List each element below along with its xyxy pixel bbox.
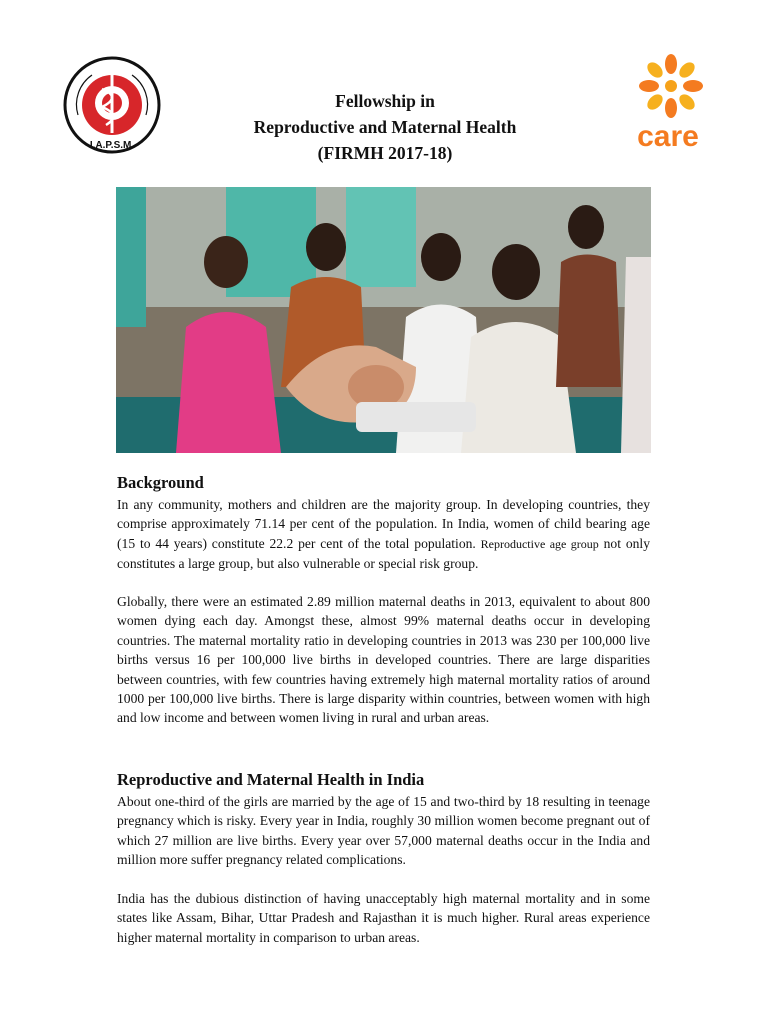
background-p1-text: In any community, mothers and children are the majority group. In developing countries, they comprise approximately 71.14 per cent of the population. In India, women of child bearing age (15 to 44 years) constitute 22.2 per cent of the total population. <box>117 497 650 551</box>
iapsm-seal-icon <box>62 55 162 155</box>
background-paragraph-1 <box>117 495 650 574</box>
training-photo-image <box>116 187 651 453</box>
background-heading: Background <box>117 473 204 492</box>
india-paragraph-1: About one-third of the girls are married by the age of 15 and two-third by 18 resulting in teenage pregnancy which is risky. Every year in India, roughly 30 million women become pregnant out of which 27 million are live births. Every year over 57,000 maternal deaths occur in the India and million more suffer pregnancy related complications. <box>117 794 650 868</box>
background-p1-end-text: not only constitutes a large group, but also vulnerable or special risk group. <box>117 535 650 572</box>
title-line-1: Fellowship in <box>335 91 435 111</box>
india-heading: Reproductive and Maternal Health in India <box>117 770 425 789</box>
background-paragraph-2: Globally, there were an estimated 2.89 million maternal deaths in 2013, equivalent to about 800 women dying each day. Amongst these, almost 99% maternal deaths occur in developing countries. The maternal mortality ratio in developing countries in 2013 was 230 per 100,000 live births versus 16 per 100,000 live births in developed countries. There are large disparities between countries, with few countries having extremely high maternal mortality ratios of around 1000 per 100,000 live births. There is large disparity within countries, between women with high and low income and between women living in rural and urban areas. <box>117 594 650 726</box>
title-line-2: Reproductive and Maternal Health <box>253 117 517 137</box>
care-logo <box>632 52 710 152</box>
title-line-3: (FIRMH 2017-18) <box>317 143 453 163</box>
svg-text:I.A.P.S.M.: I.A.P.S.M. <box>89 140 135 151</box>
care-hands-icon <box>632 52 710 152</box>
india-paragraph-2: India has the dubious distinction of having unacceptably high maternal mortality and in some states like Assam, Bihar, Uttar Pradesh and Rajasthan it is much higher. Rural areas experience higher maternal mortality in comparison to urban areas. <box>117 891 650 945</box>
svg-text:care: care <box>637 120 699 152</box>
page-title <box>200 88 570 166</box>
iapsm-logo <box>62 55 162 155</box>
background-p1-small-text: Reproductive age group <box>480 536 599 551</box>
training-photo <box>116 187 651 453</box>
